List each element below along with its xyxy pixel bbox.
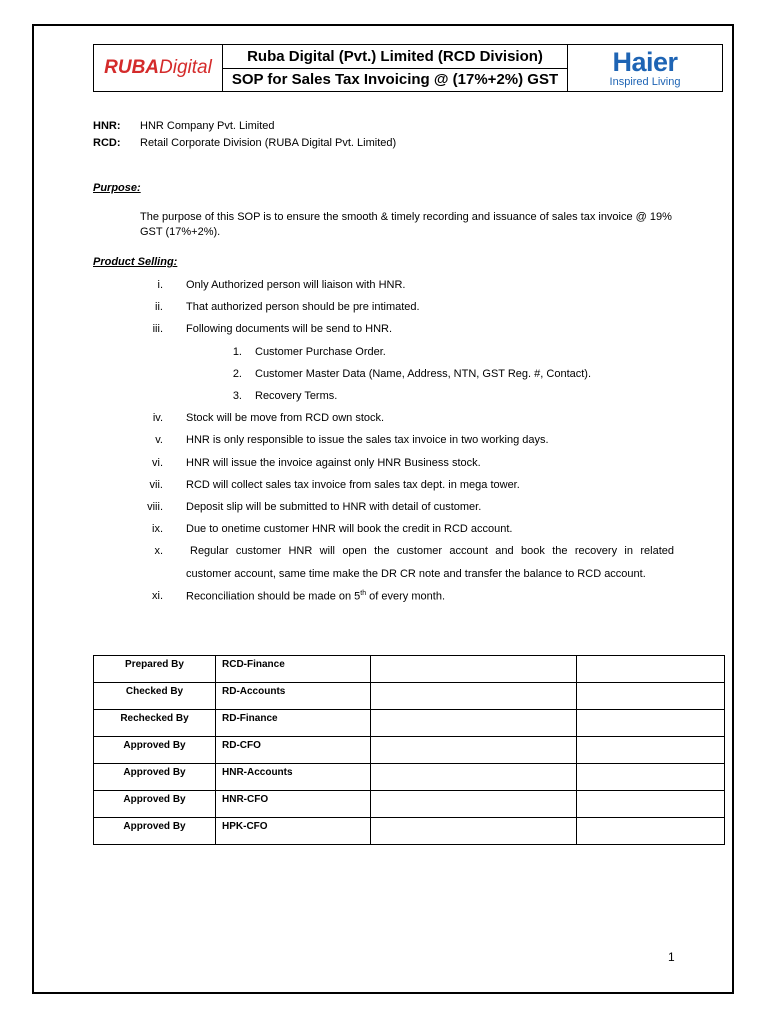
list-item-text: RCD will collect sales tax invoice from sales tax dept. in mega tower. [186, 479, 520, 491]
list-item-number: i. [157, 279, 163, 291]
signoff-signature-cell [371, 683, 577, 710]
reconciliation-text-after: of every month. [366, 590, 445, 603]
list-item-number: ix. [152, 523, 163, 535]
list-item-text: That authorized person should be pre intimated. [186, 301, 420, 313]
logo-ruba-text: RUBA [104, 57, 160, 78]
sub-item-number: 2. [232, 368, 242, 380]
list-item-text: Due to onetime customer HNR will book the credit in RCD account. [186, 523, 513, 535]
signoff-date-cell [577, 791, 725, 818]
reconciliation-text: Reconciliation should be made on 5 [186, 590, 361, 603]
signoff-dept: RD-Accounts [216, 683, 371, 710]
list-item-number: ii. [155, 301, 163, 313]
signoff-date-cell [577, 710, 725, 737]
page-number: 1 [668, 950, 675, 964]
signoff-signature-cell [371, 791, 577, 818]
list-item-text: Following documents will be send to HNR. [186, 323, 393, 335]
signoff-dept: HNR-CFO [216, 791, 371, 818]
signoff-date-cell [577, 818, 725, 845]
signoff-role: Prepared By [94, 656, 216, 683]
list-item-text: Stock will be move from RCD own stock. [186, 412, 385, 424]
definition-key-rcd: RCD: [93, 137, 121, 149]
signoff-signature-cell [371, 818, 577, 845]
sop-title: SOP for Sales Tax Invoicing @ (17%+2%) GST [231, 71, 559, 89]
signoff-signature-cell [371, 656, 577, 683]
list-item-number: vii. [149, 479, 163, 491]
list-item-number: vi. [152, 457, 163, 469]
list-item-number: v. [155, 434, 163, 446]
table-row [94, 818, 725, 845]
list-item-number: viii. [147, 501, 163, 513]
definition-value-rcd: Retail Corporate Division (RUBA Digital Pvt. Limited) [140, 137, 397, 149]
list-item-text: Only Authorized person will liaison with HNR. [186, 279, 406, 291]
sub-item-number: 3. [232, 390, 242, 402]
table-row [94, 737, 725, 764]
signoff-signature-cell [371, 737, 577, 764]
signoff-role: Checked By [94, 683, 216, 710]
list-item-number: x. [154, 545, 163, 557]
signoff-dept: HNR-Accounts [216, 764, 371, 791]
company-title: Ruba Digital (Pvt.) Limited (RCD Division) [223, 45, 567, 69]
haier-brand-text: Haier [612, 46, 678, 77]
header-titles [223, 45, 567, 91]
list-item-number: xi. [152, 590, 163, 602]
signoff-role: Approved By [94, 764, 216, 791]
signoff-role: Approved By [94, 791, 216, 818]
list-item-number: iii. [152, 323, 163, 335]
purpose-heading: Purpose: [93, 182, 141, 194]
list-item-text: Regular customer HNR will open the customer account and book the recovery in related [190, 545, 674, 557]
signoff-role: Approved By [94, 737, 216, 764]
signoff-table [93, 655, 725, 845]
table-row [94, 791, 725, 818]
list-item-text-continued: customer account, same time make the DR CR note and transfer the balance to RCD account. [186, 568, 646, 580]
list-item-text [186, 590, 445, 603]
signoff-dept: HPK-CFO [216, 818, 371, 845]
haier-logo [567, 45, 722, 91]
list-item-text: HNR will issue the invoice against only HNR Business stock. [186, 457, 481, 469]
sub-item-text: Customer Purchase Order. [255, 346, 386, 358]
signoff-dept: RCD-Finance [216, 656, 371, 683]
signoff-role: Approved By [94, 818, 216, 845]
list-item-text: HNR is only responsible to issue the sales tax invoice in two working days. [186, 434, 549, 446]
table-row [94, 656, 725, 683]
signoff-date-cell [577, 737, 725, 764]
sub-item-text: Customer Master Data (Name, Address, NTN, GST Reg. #, Contact). [255, 368, 592, 380]
product-selling-heading: Product Selling: [93, 256, 178, 268]
definition-key-hnr: HNR: [93, 120, 121, 132]
signoff-date-cell [577, 683, 725, 710]
ordinal-suffix: th [360, 590, 367, 597]
table-row [94, 764, 725, 791]
signoff-date-cell [577, 764, 725, 791]
sub-item-number: 1. [232, 346, 242, 358]
list-item-number: iv. [152, 412, 163, 424]
signoff-role: Rechecked By [94, 710, 216, 737]
signoff-signature-cell [371, 710, 577, 737]
signoff-dept: RD-Finance [216, 710, 371, 737]
table-row [94, 683, 725, 710]
ruba-digital-logo [94, 45, 223, 91]
definition-value-hnr: HNR Company Pvt. Limited [140, 120, 275, 132]
purpose-paragraph: The purpose of this SOP is to ensure the smooth & timely recording and issuance of sales tax invoice @ 19% GST (17%+2%). [140, 211, 672, 238]
table-row [94, 710, 725, 737]
signoff-date-cell [577, 656, 725, 683]
list-item-text: Deposit slip will be submitted to HNR with detail of customer. [186, 501, 482, 513]
document-header [93, 44, 723, 92]
haier-tagline: Inspired Living [609, 75, 681, 88]
sub-item-text: Recovery Terms. [255, 390, 338, 402]
logo-digital-text: Digital [159, 57, 212, 78]
signoff-signature-cell [371, 764, 577, 791]
signoff-dept: RD-CFO [216, 737, 371, 764]
